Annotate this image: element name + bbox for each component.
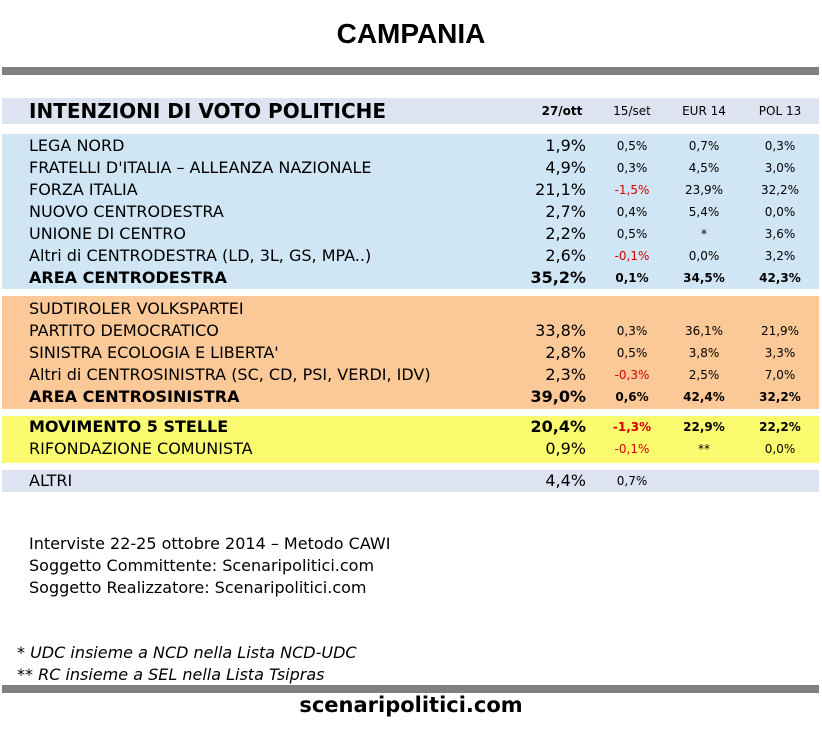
eur14-value: 2,5% [688, 368, 720, 382]
pol13-value: 3,6% [764, 227, 796, 241]
eur14-value: 36,1% [684, 324, 724, 338]
table-row [2, 386, 819, 408]
pol13-value: 0,0% [764, 205, 796, 219]
delta-value: 0,1% [615, 271, 649, 285]
delta-value: 0,3% [616, 161, 648, 175]
pol13-value: 32,2% [759, 390, 801, 404]
party-label: Altri di CENTRODESTRA (LD, 3L, GS, MPA..) [29, 246, 372, 265]
eur14-value: ** [698, 442, 710, 456]
delta-value: 0,7% [616, 474, 648, 488]
delta-value: 0,3% [616, 324, 648, 338]
delta-value: -1,5% [614, 183, 650, 197]
site-name: scenaripolitici.com [299, 693, 523, 717]
delta-value: 0,6% [615, 390, 649, 404]
delta-value: 0,5% [616, 346, 648, 360]
party-label: AREA CENTRODESTRA [29, 268, 227, 287]
pol13-value: 22,2% [759, 420, 801, 434]
eur14-value: 3,8% [688, 346, 720, 360]
col-pol13: POL 13 [758, 104, 802, 118]
pol13-value: 21,9% [760, 324, 800, 338]
top-divider [2, 67, 819, 75]
survey-notes [29, 533, 390, 599]
eur14-value: 22,9% [683, 420, 725, 434]
pol13-value: 42,3% [759, 271, 801, 285]
table-row [2, 267, 819, 289]
eur14-value: * [701, 227, 707, 241]
eur14-value: 34,5% [683, 271, 725, 285]
party-label: ALTRI [29, 471, 73, 490]
eur14-value: 5,4% [688, 205, 720, 219]
pol13-value: 0,0% [764, 442, 796, 456]
delta-value: -1,3% [612, 420, 652, 434]
delta-value: -0,3% [614, 368, 650, 382]
party-label: SINISTRA ECOLOGIA E LIBERTA' [29, 343, 279, 362]
table-row [2, 223, 819, 245]
party-label: MOVIMENTO 5 STELLE [29, 417, 229, 436]
note-line: Interviste 22-25 ottobre 2014 – Metodo CAWI [29, 534, 391, 553]
eur14-value: 4,5% [688, 161, 720, 175]
table-row [2, 470, 819, 492]
table-row [2, 157, 819, 179]
footnote: ** RC insieme a SEL nella Lista Tsipras [17, 665, 325, 684]
party-label: FORZA ITALIA [29, 180, 138, 199]
vote-pct: 4,4% [545, 471, 586, 490]
party-label: SUDTIROLER VOLKSPARTEI [29, 299, 244, 318]
table-row [2, 438, 819, 460]
party-label: NUOVO CENTRODESTRA [29, 202, 224, 221]
footnotes [17, 642, 357, 686]
page-title: CAMPANIA [336, 18, 486, 49]
table-header [2, 98, 819, 124]
party-label: UNIONE DI CENTRO [29, 224, 187, 243]
table-row [2, 364, 819, 386]
vote-pct: 2,2% [545, 224, 586, 243]
eur14-value: 0,7% [688, 139, 720, 153]
table-row [2, 298, 819, 320]
eur14-value: 0,0% [688, 249, 720, 263]
footnote: * UDC insieme a NCD nella Lista NCD-UDC [17, 643, 357, 662]
col-current: 27/ott [541, 104, 583, 118]
pol13-value: 7,0% [764, 368, 796, 382]
table-row [2, 179, 819, 201]
vote-pct: 33,8% [535, 321, 586, 340]
party-label: FRATELLI D'ITALIA – ALLEANZA NAZIONALE [29, 158, 372, 177]
table-row [2, 201, 819, 223]
vote-pct: 0,9% [545, 439, 586, 458]
table-title: INTENZIONI DI VOTO POLITICHE [29, 99, 387, 123]
vote-pct: 2,8% [545, 343, 586, 362]
pol13-value: 0,3% [764, 139, 796, 153]
vote-pct: 39,0% [530, 387, 586, 406]
vote-pct: 2,7% [545, 202, 586, 221]
table-row [2, 135, 819, 157]
table-row [2, 342, 819, 364]
note-line: Soggetto Realizzatore: Scenaripolitici.com [29, 578, 367, 597]
bottom-divider [2, 685, 819, 693]
vote-pct: 35,2% [530, 268, 586, 287]
vote-pct: 1,9% [545, 136, 586, 155]
delta-value: 0,4% [616, 205, 648, 219]
vote-pct: 20,4% [530, 417, 586, 436]
eur14-value: 23,9% [684, 183, 724, 197]
party-label: AREA CENTROSINISTRA [29, 387, 240, 406]
party-label: PARTITO DEMOCRATICO [29, 321, 219, 340]
party-label: LEGA NORD [29, 136, 125, 155]
eur14-value: 42,4% [683, 390, 725, 404]
delta-value: 0,5% [616, 227, 648, 241]
table-row [2, 245, 819, 267]
table-row [2, 416, 819, 438]
vote-pct: 2,6% [545, 246, 586, 265]
vote-pct: 2,3% [545, 365, 586, 384]
col-delta: 15/set [613, 104, 651, 118]
table-row [2, 320, 819, 342]
pol13-value: 32,2% [760, 183, 800, 197]
delta-value: 0,5% [616, 139, 648, 153]
delta-value: -0,1% [614, 249, 650, 263]
vote-pct: 21,1% [535, 180, 586, 199]
pol13-value: 3,3% [764, 346, 796, 360]
vote-pct: 4,9% [545, 158, 586, 177]
col-eur14: EUR 14 [682, 104, 726, 118]
party-label: RIFONDAZIONE COMUNISTA [29, 439, 253, 458]
pol13-value: 3,0% [764, 161, 796, 175]
pol13-value: 3,2% [764, 249, 796, 263]
delta-value: -0,1% [614, 442, 650, 456]
note-line: Soggetto Committente: Scenaripolitici.com [29, 556, 375, 575]
party-label: Altri di CENTROSINISTRA (SC, CD, PSI, VERDI, IDV) [29, 365, 431, 384]
